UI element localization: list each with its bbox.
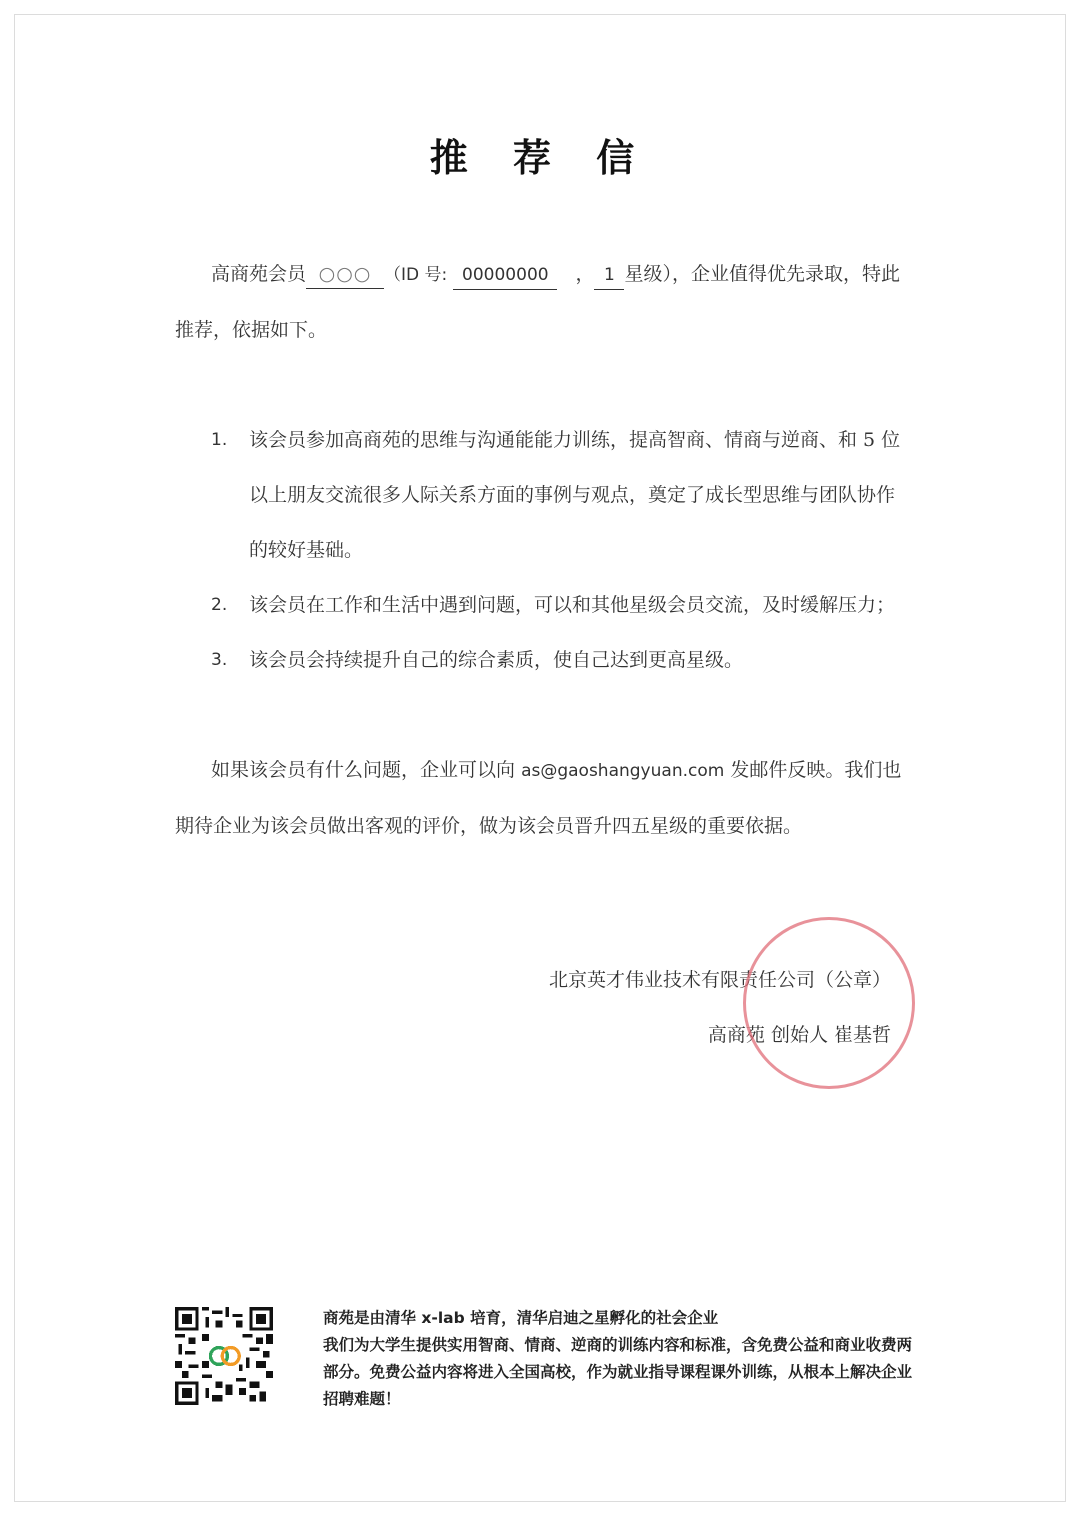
intro-suffix: 星级），企业值得优先录取，特此推荐，依据如下。 (175, 263, 900, 341)
official-seal-stamp (743, 917, 915, 1089)
list-text: 该会员参加高商苑的思维与沟通能能力训练，提高智商、情商与逆商、和 5 位以上朋友交流很多人际关系方面的事例与观点，奠定了成长型思维与团队协作的较好基础。 (249, 429, 901, 561)
list-number: 1. (211, 430, 228, 450)
member-name-field: ○○○ (306, 260, 384, 289)
list-item (211, 578, 907, 633)
list-item (211, 413, 907, 578)
footer-line-1: 商苑是由清华 x-lab 培育，清华启迪之星孵化的社会企业 (323, 1309, 719, 1327)
star-level-field: 1 (594, 261, 624, 290)
id-label: （ID 号: (384, 265, 448, 285)
list-number: 2. (211, 595, 228, 615)
letter-page (14, 14, 1066, 1502)
list-text: 该会员在工作和生活中遇到问题，可以和其他星级会员交流，及时缓解压力； (249, 594, 896, 616)
list-item (211, 633, 907, 688)
member-id-field: 00000000 (453, 261, 557, 290)
comma: ， (575, 263, 595, 285)
contact-email: as@gaoshangyuan.com (521, 761, 725, 781)
intro-paragraph (175, 247, 907, 358)
company-signature: 北京英才伟业技术有限责任公司（公章） (548, 969, 891, 991)
basis-list (211, 413, 907, 688)
list-text: 该会员会持续提升自己的综合素质，使自己达到更高星级。 (249, 649, 744, 671)
founder-signature: 高商苑 创始人 崔基哲 (707, 1024, 891, 1046)
footer-line-2: 我们为大学生提供实用智商、情商、逆商的训练内容和标准，含免费公益和商业收费两部分。免费公益内容将进入全国高校，作为就业指导课程课外训练，从根本上解决企业招聘难题！ (323, 1336, 913, 1408)
letter-title: 推 荐 信 (429, 135, 651, 180)
list-number: 3. (211, 650, 228, 670)
closing-paragraph (175, 743, 907, 854)
footer-intro (323, 1305, 913, 1413)
qr-code-icon (175, 1307, 273, 1405)
closing-prefix: 如果该会员有什么问题，企业可以向 (211, 759, 516, 781)
closing-suffix: 发邮件反映。我们也期待企业为该会员做出客观的评价，做为该会员晋升四五星级的重要依据。 (175, 759, 902, 837)
intro-prefix: 高商苑会员 (211, 263, 307, 285)
